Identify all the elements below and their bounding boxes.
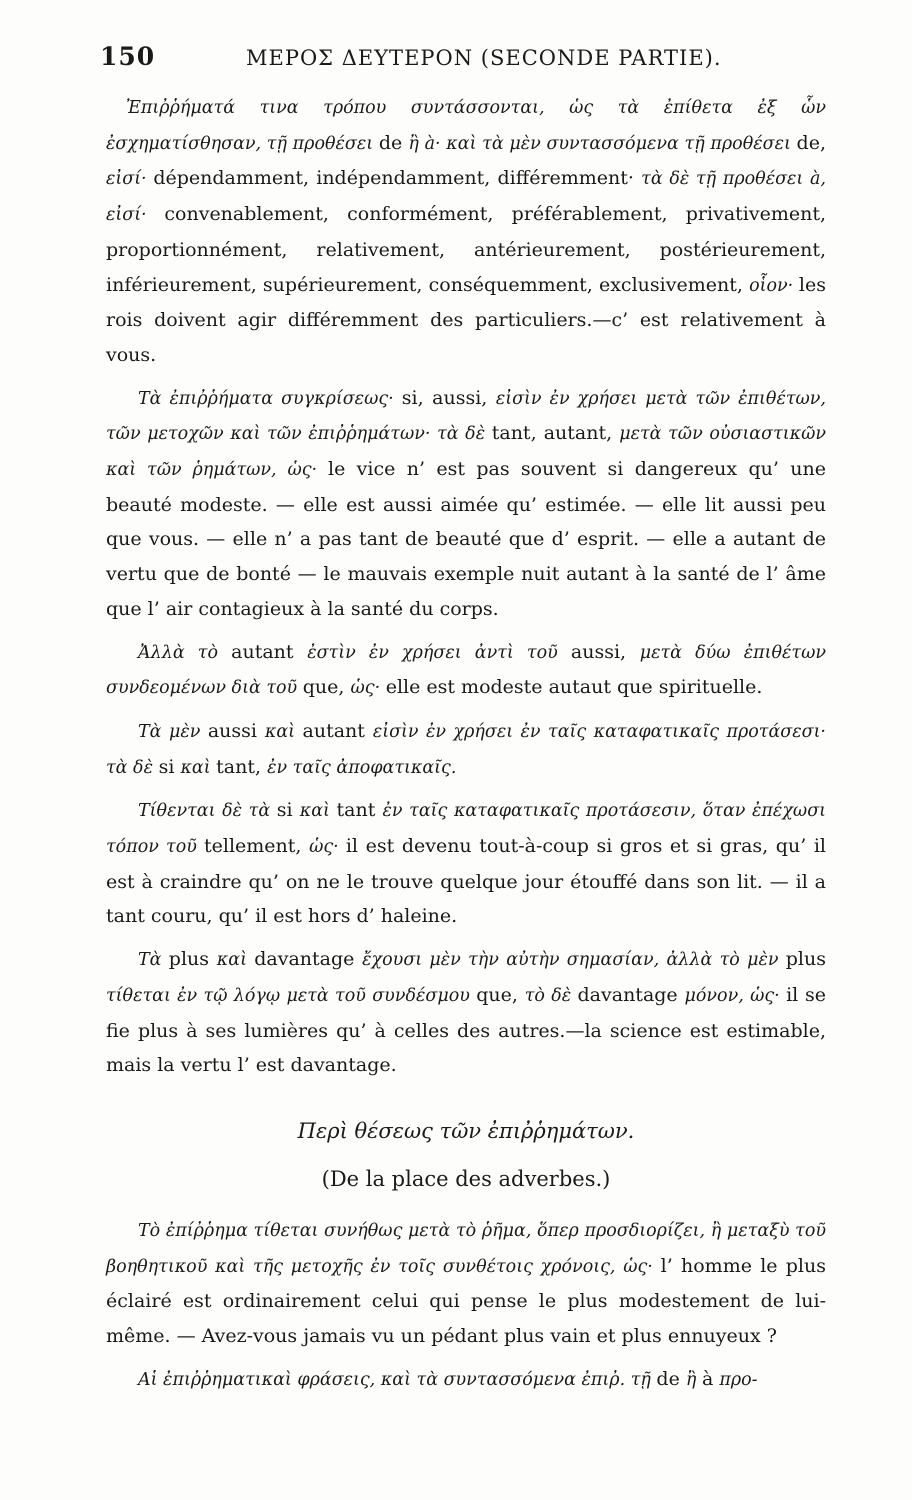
french-text: si, aussi, [401,386,496,409]
section-subheading: (De la place des adverbes.) [321,1166,611,1191]
greek-text: μετὰ τῶν οὐσιαστικῶν καὶ τῶν ῥημάτων, ὡς· [106,424,826,481]
french-text: à [701,1367,720,1390]
french-text: que, [476,983,525,1006]
greek-text: Τίθενται δὲ τὰ [138,801,277,822]
page-body [106,90,826,1406]
french-text: plus [168,948,217,971]
paragraph-group [106,90,826,1083]
greek-text: καὶ [216,950,255,971]
french-text: aussi, [570,640,640,663]
french-text: davantage [254,948,363,971]
french-text: aussi [207,719,265,742]
french-text: que, [302,676,351,699]
french-text: tant [336,799,383,822]
greek-text: Τὸ ἐπίῤῥημα τίθεται συνήθως μετὰ τὸ ῥῆμα, ὅπερ προσδιορίζει, ἢ μεταξὺ τοῦ βοηθητικοῦ καὶ τῆς μετοχῆς ἐν τοῖς συνθέτοις χρόνοις, ὡς· [106,1220,826,1277]
paragraph [106,714,826,785]
paragraph [106,1213,826,1354]
greek-text: τίθεται ἐν τῷ λόγῳ μετὰ τοῦ συνδέσμου [106,985,477,1006]
greek-text: εἰσὶν ἐν χρήσει ἐν ταῖς καταφατικαῖς προτάσεσι· τὰ δὲ [106,721,826,778]
french-text: si [158,755,181,778]
french-text: de [378,131,409,154]
greek-text: καὶ [299,801,337,822]
greek-text: Αἱ ἐπιῤῥηματικαὶ φράσεις, καὶ τὰ συντασσόμενα ἐπιῤ. τῇ [138,1369,657,1390]
greek-text: Τὰ μὲν [138,721,208,742]
greek-text: τὸ δὲ [524,985,578,1006]
running-head: ΜΕΡΟΣ ΔΕΥΤΕΡΟΝ (SECONDE PARTIE). [246,46,722,70]
french-text: convenablement, conformément, préférablement, privativement, proportionnément, relativement, antérieurement, postérieurement, inférieurement, supérieurement, conséquemment, exclusivement, [106,203,827,296]
french-text: autant [302,719,373,742]
french-text: elle est modeste autaut que spirituelle. [385,676,763,699]
greek-text: εἰσὶν ἐν χρήσει μετὰ τῶν ἐπιθέτων, τῶν μετοχῶν καὶ τῶν ἐπιῤῥημάτων· τὰ δὲ [106,388,826,445]
paragraph [106,90,826,373]
paragraph [106,635,826,706]
greek-text: Ἀλλὰ τὸ [138,642,232,663]
greek-text: ἐν ταῖς καταφατικαῖς προτάσεσιν, ὅταν ἐπέχωσι τόπον τοῦ [106,801,827,858]
greek-text: μετὰ δύω ἐπιθέτων συνδεομένων διὰ τοῦ [106,642,826,699]
greek-text: καὶ [264,721,303,742]
french-text: tant, autant, [491,422,620,445]
greek-text: εἰσί· [106,169,154,190]
french-text: de [656,1367,686,1390]
page-number: 150 [100,42,156,71]
french-text: les rois doivent agir différemment des particuliers.—c’ est relativement à vous. [106,273,826,366]
greek-text: οἷον· [749,275,799,296]
paragraph [106,942,826,1083]
greek-text: προ- [719,1369,758,1390]
page-header [100,42,820,82]
french-text: davantage [577,983,685,1006]
greek-text: ἢ [685,1369,702,1390]
french-text: le vice n’ est pas souvent si dangereux qu’ une beauté modeste. — elle est aussi aimée qu’ estimée. — elle lit aussi peu que vous. — elle n’ a pas tant de beauté que d’ esprit. — elle a autant de vertu que de bonté — le mauvais exemple nuit autant à la santé de l’ âme que l’ air contagieux à la santé du corps. [106,458,826,620]
french-text: dépendamment, indépendamment, différemment· [153,167,642,190]
paragraph [106,381,826,627]
greek-text: Τὰ ἐπιῤῥήματα συγκρίσεως· [138,388,402,409]
french-text: il se fie plus à ses lumières qu’ à celles des autres.—la science est estimable, mais la vertu l’ est davantage. [106,983,827,1077]
greek-text: τὰ δὲ τῇ προθέσει à, εἰσί· [106,169,826,226]
greek-text: ὡς· [350,678,386,699]
section-heading: Περὶ θέσεως τῶν ἐπιῤῥημάτων. [297,1118,635,1143]
greek-text: Τὰ [138,950,169,971]
paragraph [106,793,826,934]
french-text: autant [231,640,308,663]
french-text: il est devenu tout-à-coup si gros et si gras, qu’ il est à craindre qu’ on ne le trouve quelque jour étouffé dans son lit. — il a tant couru, qu’ il est hors d’ haleine. [106,835,826,928]
greek-text: ἔχουσι μὲν τὴν αὐτὴν σημασίαν, ἀλλὰ τὸ μὲν [362,950,786,971]
paragraph-group [106,1213,826,1398]
greek-text: μόνον, ὡς· [684,985,787,1006]
greek-text: ἐν ταῖς ἀποφατικαῖς. [267,757,457,778]
french-text: plus [785,948,826,971]
greek-text: ἐστὶν ἐν χρήσει ἀντὶ τοῦ [307,642,571,663]
greek-text: Ἐπιῤῥήματά τινα τρόπου συντάσσονται, ὡς τὰ ἐπίθετα ἐξ ὧν ἐσχηματίσθησαν, τῇ προθέσει [106,98,826,154]
greek-text: ὡς· [309,837,346,858]
greek-text: καὶ [180,757,217,778]
paragraph [106,1362,826,1398]
greek-text: ἢ à· καὶ τὰ μὲν συντασσόμενα τῇ προθέσει [408,133,797,154]
french-text: de, [796,131,826,154]
french-text: l’ homme le plus éclairé est ordinairement celui qui pense le plus modestement de lui-même. — Avez-vous jamais vu un pédant plus vain et plus ennuyeux ? [106,1254,826,1348]
french-text: tant, [216,755,268,778]
french-text: tellement, [204,835,310,858]
french-text: si [276,799,300,822]
